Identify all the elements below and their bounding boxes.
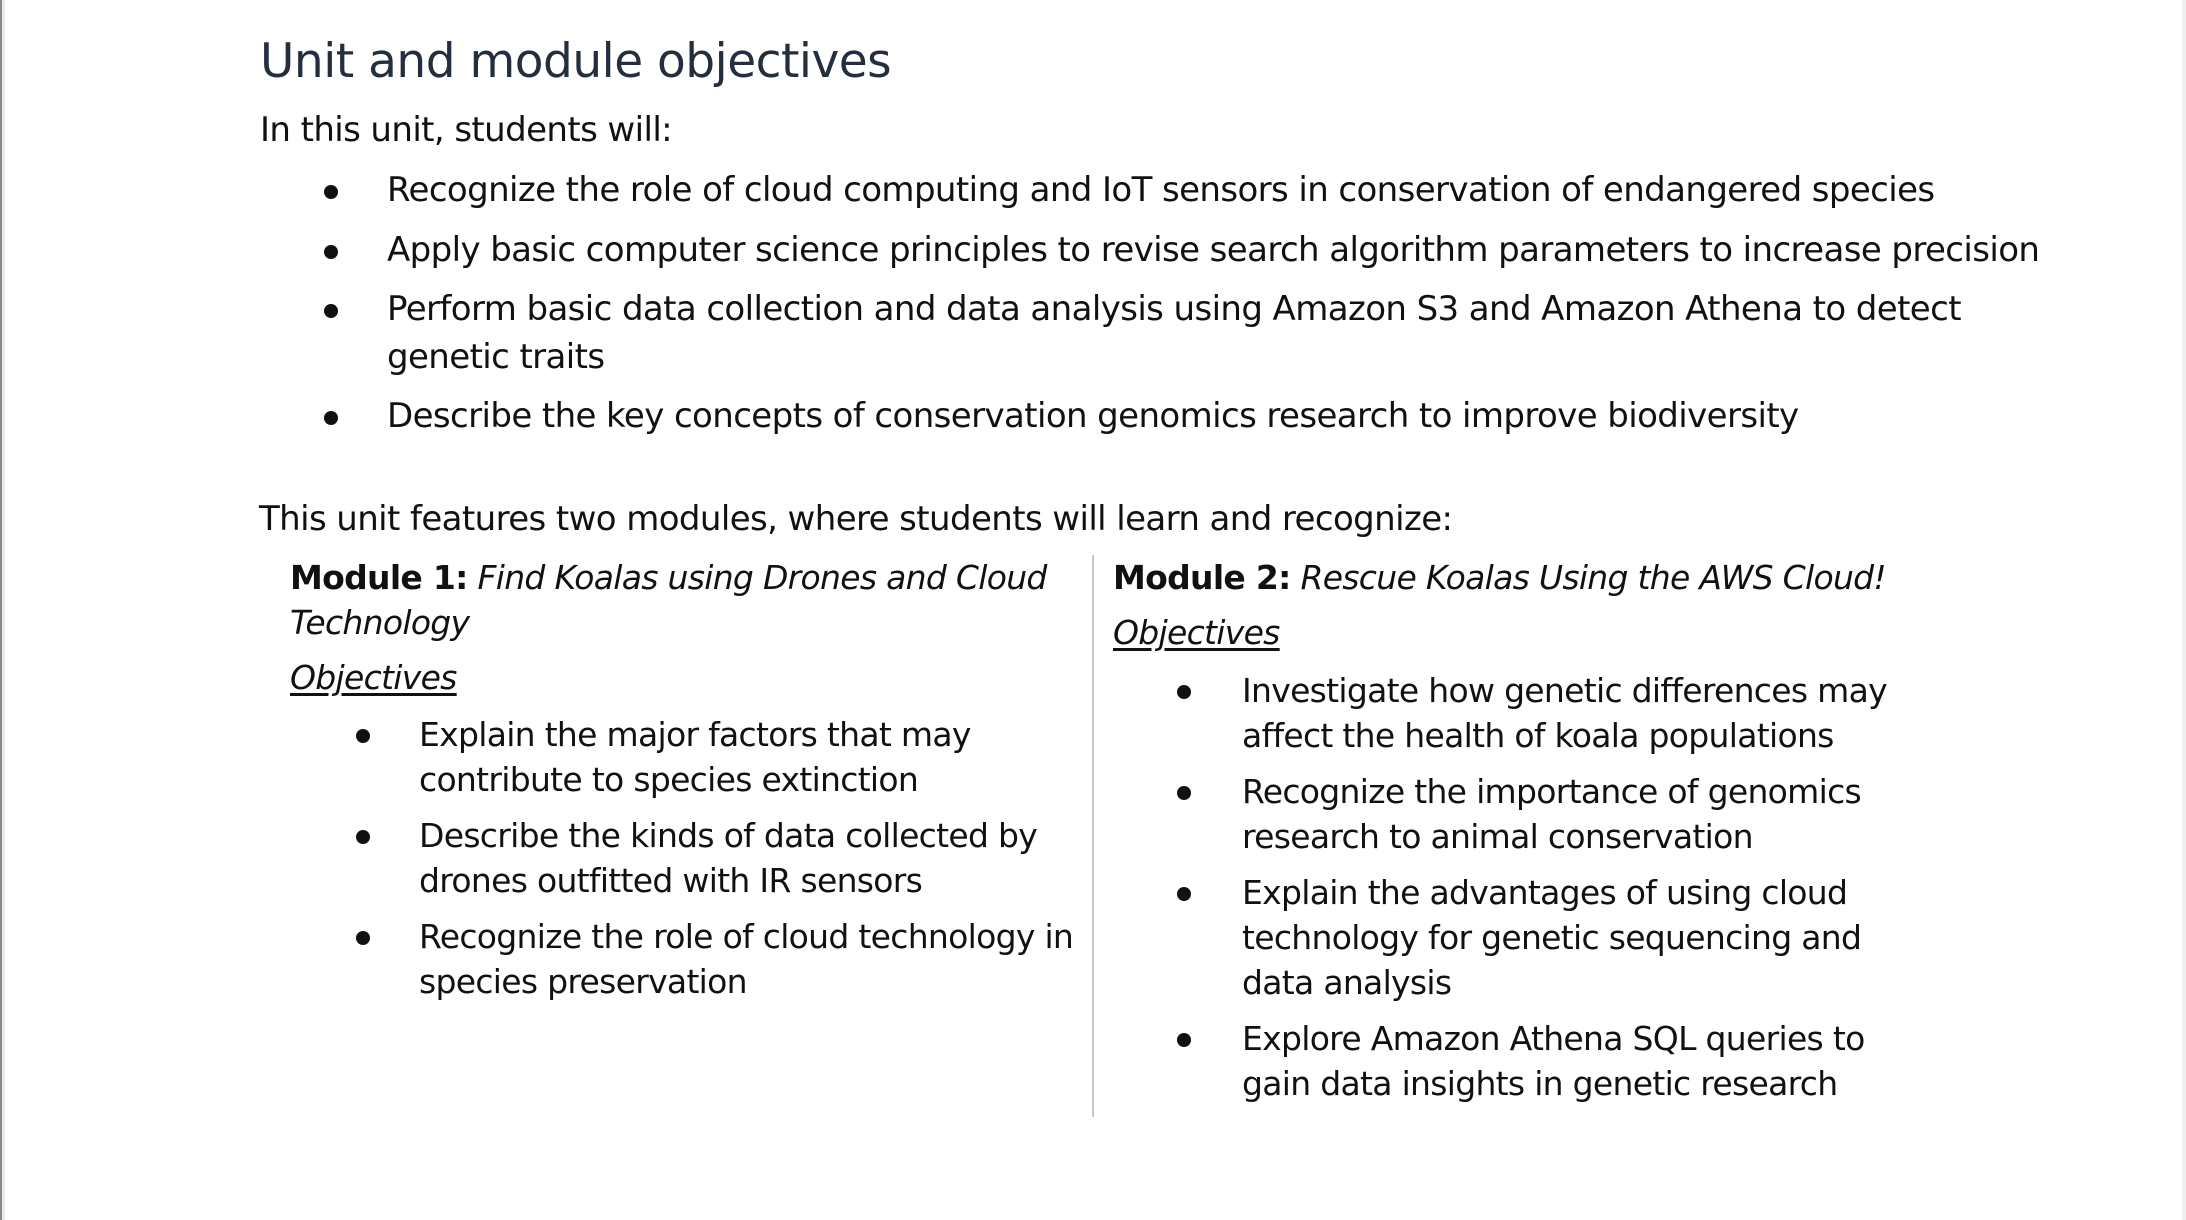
module-2-objective-text-continued: gain data insights in genetic research xyxy=(1242,1064,1838,1103)
module-2-objective-text-continued: data analysis xyxy=(1242,963,1452,1002)
window-left-border-shadow xyxy=(2,0,5,1220)
unit-objective-item xyxy=(324,166,1935,214)
module-1-objective-item xyxy=(356,914,1073,1004)
unit-objective-item xyxy=(324,392,1799,440)
unit-objective-text: Perform basic data collection and data analysis using Amazon S3 and Amazon Athena to detect xyxy=(387,289,1961,329)
bullet-icon xyxy=(324,304,338,318)
module-1-objective-text-continued: contribute to species extinction xyxy=(419,760,919,799)
module-1-objective-text: Describe the kinds of data collected by xyxy=(419,816,1038,855)
unit-objective-text: Apply basic computer science principles to revise search algorithm parameters to increase precision xyxy=(387,230,2040,270)
module-2-objective-item xyxy=(1177,769,1861,859)
module-1-objective-text-continued: species preservation xyxy=(419,962,747,1001)
module-1-objectives-label: Objectives xyxy=(290,658,457,697)
bullet-icon xyxy=(356,729,370,743)
column-divider xyxy=(1092,555,1094,1117)
module-1-objective-item xyxy=(356,712,971,802)
module-2-objective-text: Explain the advantages of using cloud xyxy=(1242,873,1848,912)
module-2-objective-text: Explore Amazon Athena SQL queries to xyxy=(1242,1019,1865,1058)
unit-objective-text: Recognize the role of cloud computing and IoT sensors in conservation of endangered species xyxy=(387,170,1935,210)
module-2-objectives-label: Objectives xyxy=(1113,613,1280,652)
module-1-objective-item xyxy=(356,813,1037,903)
module-2-name: Rescue Koalas Using the AWS Cloud! xyxy=(1300,558,1886,597)
unit-objective-text-continued: genetic traits xyxy=(387,337,605,377)
module-2-objective-text: Investigate how genetic differences may xyxy=(1242,671,1887,710)
unit-objective-text: Describe the key concepts of conservation genomics research to improve biodiversity xyxy=(387,396,1799,436)
module-2-heading xyxy=(1113,555,1886,600)
module-1-name-continued: Technology xyxy=(290,603,470,642)
bullet-icon xyxy=(324,411,338,425)
bullet-icon xyxy=(324,185,338,199)
bullet-icon xyxy=(356,931,370,945)
module-2-objective-text-continued: research to animal conservation xyxy=(1242,817,1753,856)
page-title: Unit and module objectives xyxy=(260,34,892,89)
module-1-objective-text-continued: drones outfitted with IR sensors xyxy=(419,861,923,900)
bullet-icon xyxy=(1177,685,1191,699)
module-2-objective-item xyxy=(1177,1016,1865,1106)
module-1-heading xyxy=(290,555,1047,645)
bullet-icon xyxy=(324,245,338,259)
scrollbar-track[interactable] xyxy=(2182,0,2186,1220)
bullet-icon xyxy=(356,830,370,844)
unit-objective-item xyxy=(324,285,1961,381)
module-1-label: Module 1: xyxy=(290,558,468,597)
bullet-icon xyxy=(1177,1033,1191,1047)
module-2-objective-text-continued: technology for genetic sequencing and xyxy=(1242,918,1862,957)
module-2-label: Module 2: xyxy=(1113,558,1291,597)
unit-intro-text: In this unit, students will: xyxy=(260,110,673,150)
modules-intro-text: This unit features two modules, where students will learn and recognize: xyxy=(259,499,1453,539)
module-1-objective-text: Explain the major factors that may xyxy=(419,715,971,754)
module-1-objective-text: Recognize the role of cloud technology in xyxy=(419,917,1074,956)
module-2-objective-text: Recognize the importance of genomics xyxy=(1242,772,1862,811)
bullet-icon xyxy=(1177,786,1191,800)
module-2-objective-item xyxy=(1177,870,1861,1005)
unit-objective-item xyxy=(324,226,2039,274)
bullet-icon xyxy=(1177,887,1191,901)
module-2-objective-item xyxy=(1177,668,1887,758)
module-1-name: Find Koalas using Drones and Cloud xyxy=(477,558,1047,597)
module-2-objective-text-continued: affect the health of koala populations xyxy=(1242,716,1834,755)
